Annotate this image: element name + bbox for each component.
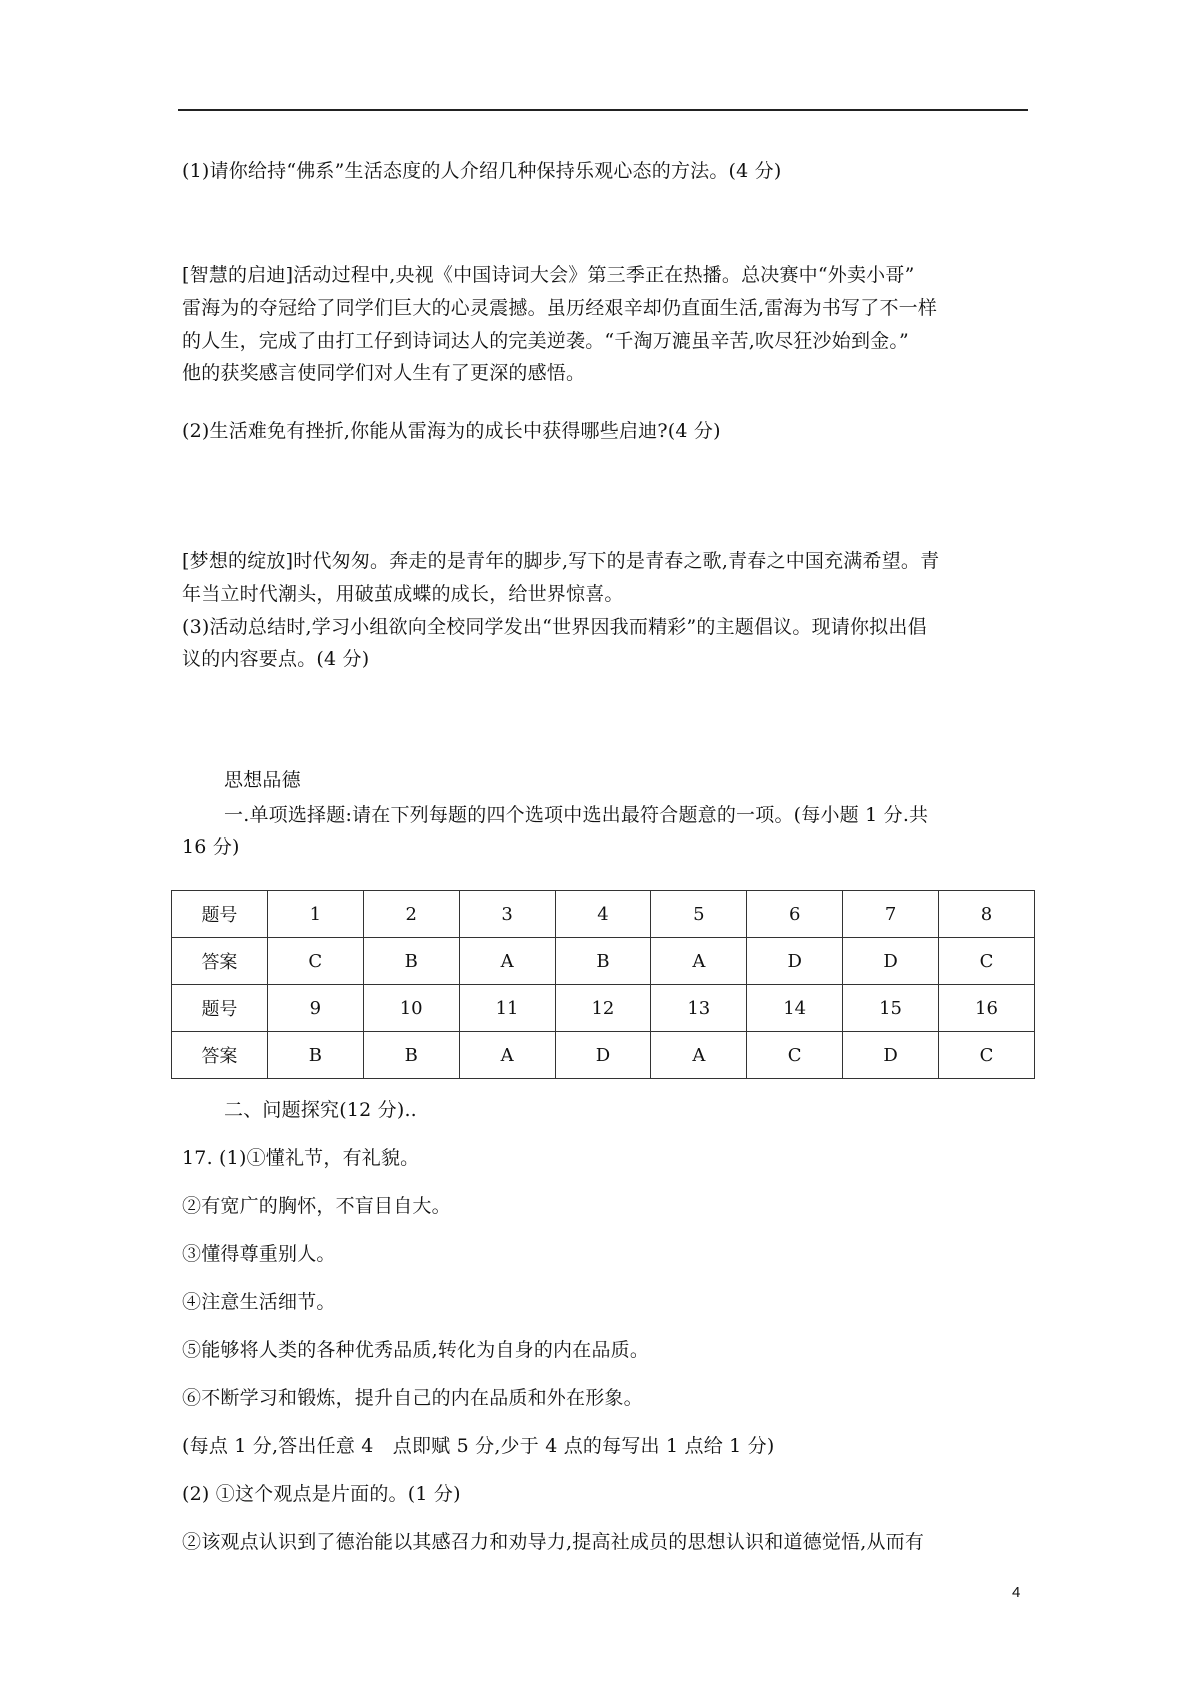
table-cell: 14 bbox=[747, 985, 843, 1032]
table-cell: D bbox=[843, 938, 939, 985]
question-3-line-1: (3)活动总结时,学习小组欲向全校同学发出“世界因我而精彩”的主题倡议。现请你拟出倡 bbox=[182, 616, 927, 638]
table-cell: A bbox=[459, 938, 555, 985]
answer-17-item-5: ⑤能够将人类的各种优秀品质,转化为自身的内在品质。 bbox=[182, 1339, 650, 1361]
table-cell: 2 bbox=[363, 891, 459, 938]
wisdom-paragraph-line-2: 雷海为的夺冠给了同学们巨大的心灵震撼。虽历经艰辛却仍直面生活,雷海为书写了不一样 bbox=[182, 297, 938, 319]
section-1-instructions-line-2: 16 分) bbox=[182, 836, 240, 858]
table-cell: C bbox=[267, 938, 363, 985]
answer-17-item-6: ⑥不断学习和锻炼，提升自己的内在品质和外在形象。 bbox=[182, 1387, 643, 1409]
table-cell: 8 bbox=[939, 891, 1035, 938]
answer-17-part-2-item-2: ②该观点认识到了德治能以其感召力和劝导力,提高社成员的思想认识和道德觉悟,从而有 bbox=[182, 1531, 925, 1553]
answer-17-item-3: ③懂得尊重别人。 bbox=[182, 1243, 336, 1265]
table-cell: A bbox=[459, 1032, 555, 1079]
wisdom-paragraph-line-4: 他的获奖感言使同学们对人生有了更深的感悟。 bbox=[182, 362, 586, 384]
table-cell: C bbox=[939, 938, 1035, 985]
table-cell: 4 bbox=[555, 891, 651, 938]
table-cell: 11 bbox=[459, 985, 555, 1032]
wisdom-paragraph-line-3: 的人生，完成了由打工仔到诗词达人的完美逆袭。“千淘万漉虽辛苦,吹尽狂沙始到金。” bbox=[182, 330, 909, 352]
answer-table bbox=[171, 890, 1035, 1079]
table-cell: 3 bbox=[459, 891, 555, 938]
table-row bbox=[172, 938, 1035, 985]
table-cell: 13 bbox=[651, 985, 747, 1032]
table-cell: 答案 bbox=[172, 938, 268, 985]
section-2-heading: 二、问题探究(12 分).. bbox=[224, 1099, 417, 1121]
header-rule bbox=[178, 109, 1028, 111]
dream-paragraph-line-1: [梦想的绽放]时代匆匆。奔走的是青年的脚步,写下的是青春之歌,青春之中国充满希望。青 bbox=[182, 550, 940, 572]
question-3-line-2: 议的内容要点。(4 分) bbox=[182, 648, 370, 670]
wisdom-paragraph-line-1: [智慧的启迪]活动过程中,央视《中国诗词大会》第三季正在热播。总决赛中“外卖小哥” bbox=[182, 264, 915, 286]
table-cell: 16 bbox=[939, 985, 1035, 1032]
section-1-instructions-line-1: 一.单项选择题:请在下列每题的四个选项中选出最符合题意的一项。(每小题 1 分.共 bbox=[224, 804, 929, 826]
table-cell: 7 bbox=[843, 891, 939, 938]
page-number: 4 bbox=[1012, 1584, 1021, 1601]
question-1: (1)请你给持“佛系”生活态度的人介绍几种保持乐观心态的方法。(4 分) bbox=[182, 160, 782, 182]
table-row bbox=[172, 1032, 1035, 1079]
question-2: (2)生活难免有挫折,你能从雷海为的成长中获得哪些启迪?(4 分) bbox=[182, 420, 721, 442]
answer-17-item-1: 17. (1)①懂礼节，有礼貌。 bbox=[182, 1147, 420, 1169]
answer-17-part-2-item-1: (2) ①这个观点是片面的。(1 分) bbox=[182, 1483, 461, 1505]
table-cell: 1 bbox=[267, 891, 363, 938]
table-cell: 10 bbox=[363, 985, 459, 1032]
answer-17-item-4: ④注意生活细节。 bbox=[182, 1291, 336, 1313]
answer-17-item-2: ②有宽广的胸怀，不盲目自大。 bbox=[182, 1195, 451, 1217]
table-cell: 答案 bbox=[172, 1032, 268, 1079]
table-row bbox=[172, 891, 1035, 938]
table-cell: A bbox=[651, 1032, 747, 1079]
table-cell: 题号 bbox=[172, 891, 268, 938]
table-cell: B bbox=[363, 1032, 459, 1079]
table-cell: 5 bbox=[651, 891, 747, 938]
table-cell: D bbox=[747, 938, 843, 985]
table-cell: 9 bbox=[267, 985, 363, 1032]
table-cell: B bbox=[555, 938, 651, 985]
table-cell: D bbox=[843, 1032, 939, 1079]
table-cell: C bbox=[939, 1032, 1035, 1079]
table-cell: 6 bbox=[747, 891, 843, 938]
table-cell: 题号 bbox=[172, 985, 268, 1032]
table-cell: 15 bbox=[843, 985, 939, 1032]
answer-17-scoring-note: (每点 1 分,答出任意 4 点即赋 5 分,少于 4 点的每写出 1 点给 1 分) bbox=[182, 1435, 775, 1457]
table-cell: C bbox=[747, 1032, 843, 1079]
table-cell: B bbox=[363, 938, 459, 985]
table-row bbox=[172, 985, 1035, 1032]
subject-title: 思想品德 bbox=[224, 769, 301, 791]
table-cell: A bbox=[651, 938, 747, 985]
dream-paragraph-line-2: 年当立时代潮头，用破茧成蝶的成长，给世界惊喜。 bbox=[182, 583, 624, 605]
table-cell: D bbox=[555, 1032, 651, 1079]
table-cell: 12 bbox=[555, 985, 651, 1032]
table-cell: B bbox=[267, 1032, 363, 1079]
